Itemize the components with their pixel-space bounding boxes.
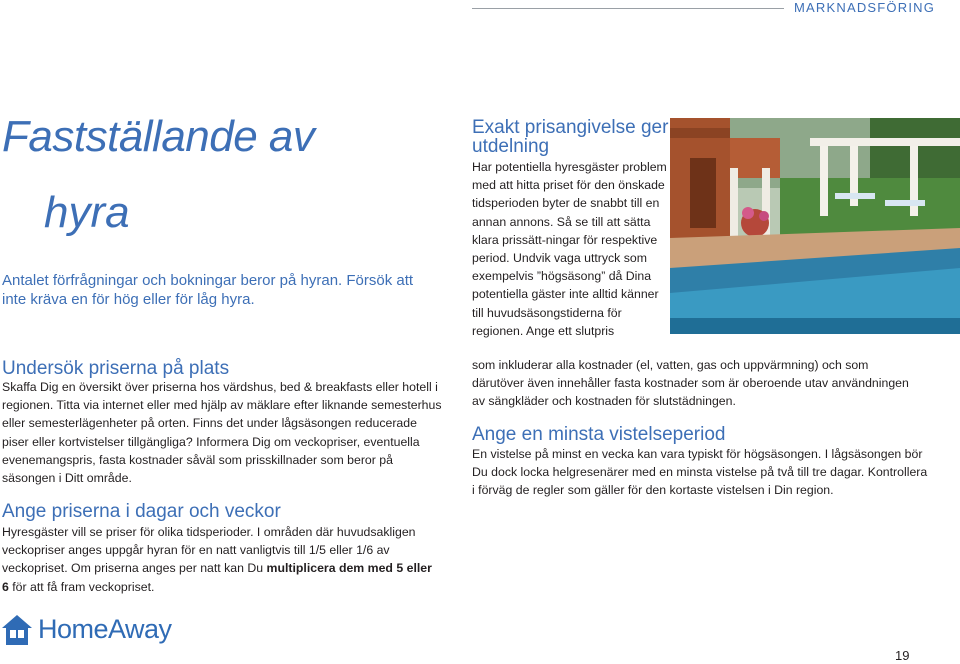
section1-heading: Undersök priserna på plats bbox=[2, 358, 230, 379]
section-label: MARKNADSFÖRING bbox=[794, 0, 936, 15]
section4-body: En vistelse på minst en vecka kan vara typiskt för högsäsongen. I lågsäsongen bör Du dock locka helgresenärer med en minsta vistelse på två till tre dagar. Kontrollera i förväg de regler som gäller för den kortaste vistelsen i Din region. bbox=[472, 447, 928, 498]
page-number: 19 bbox=[895, 648, 910, 663]
villa-pool-photo bbox=[670, 118, 960, 334]
section3-body-wide: som inkluderar alla kostnader (el, vatten, gas och uppvärmning) och som därutöver även innehåller fasta kostnader som är oberoende utav användningen av sängkläder och kostnaden för slutstädningen. bbox=[472, 358, 909, 409]
house-icon bbox=[2, 615, 32, 645]
header-rule bbox=[472, 8, 784, 9]
section3-heading: Exakt prisangivelse ger utdelning bbox=[472, 117, 669, 157]
section2-body-post: för att få fram veckopriset. bbox=[8, 579, 155, 594]
section2-body-bold: multiplicera dem med 5 eller 6 bbox=[2, 561, 432, 594]
intro-text: Antalet förfrågningar och bokningar beror på hyran. Försök att inte kräva en för hög eller för låg hyra. bbox=[2, 272, 414, 308]
section4-heading: Ange en minsta vistelseperiod bbox=[472, 424, 726, 445]
section2-body-pre: Hyresgäster vill se priser för olika tidsperioder. I områden där huvudsakligen veckopriser anges uppgår hyran för en natt vanligtvis till 1/5 eller 1/6 av veckopriset. Om priserna anges per natt kan Du bbox=[2, 525, 416, 576]
page-title-line1: Fastställande av bbox=[2, 112, 315, 161]
section1-body: Skaffa Dig en översikt över priserna hos värdshus, bed & breakfasts eller hotell i regionen. Titta via internet eller med hjälp av mäklare efter liknande semesterhus eller semesterlägenheter på orten. Finns det under lågsäsongen reducerade piser eller kortvistelser tillgängliga? Informera Dig om veckopriser, eventuella evenemangspris, fasta kostnader såväl som prisskillnader som beror på säsongen i Ditt område. bbox=[2, 380, 442, 486]
section2-heading: Ange priserna i dagar och veckor bbox=[2, 501, 281, 522]
page-title-line2: hyra bbox=[44, 188, 130, 237]
section2-body bbox=[2, 523, 442, 596]
logo-wordmark: HomeAway bbox=[38, 614, 172, 644]
section3-body-narrow: Har potentiella hyresgäster problem med att hitta priset för den önskade tidsperioden byter de snabbt till en annan annons. Så se till att sätta klara prissätt-ningar för respektive period. Undvik vaga uttryck som exempelvis ”högsäsong” då Dina potentiella gäster inte alltid känner till huvudsäsongstiderna för regionen. Ange ett slutpris bbox=[472, 160, 667, 338]
